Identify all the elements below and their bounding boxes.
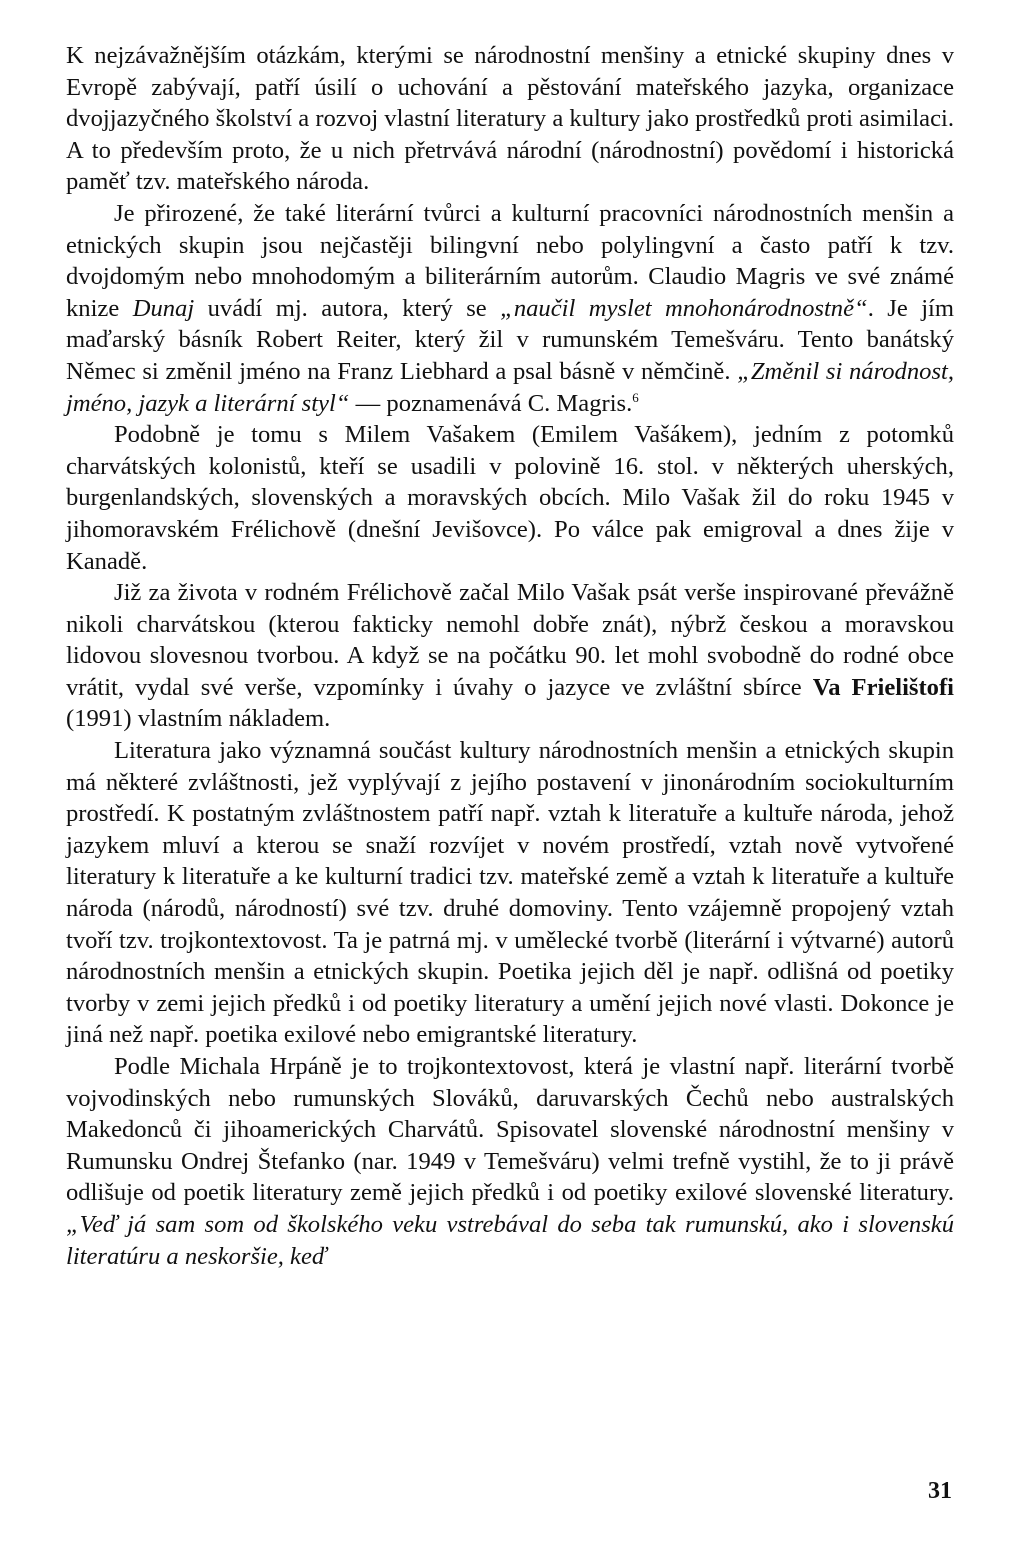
quote-stefanko: „Veď já sam som od školského veku vstrebával do seba tak rumunskú, ako i slovenskú literatúru a neskoršie, keď: [66, 1210, 954, 1270]
page-body: [66, 40, 954, 1272]
paragraph-4-text-a: Již za života v rodném Frélichově začal Milo Vašak psát verše inspirované převážně nikoli charvátskou (kterou fakticky nemohl dobře znát), nýbrž českou a moravskou lidovou slovesnou tvorbou. A když se na počátku 90. let mohl svobodně do rodné obce vrátit, vydal své verše, vzpomínky i úvahy o jazyce ve zvláštní sbírce: [66, 579, 954, 701]
paragraph-5-text: Literatura jako významná součást kultury národnostních menšin a etnických skupin má některé zvláštnosti, jež vyplývají z jejího postavení v jinonárodním sociokulturním prostředí. K postatným zvláštnostem patří např. vztah k literatuře a kultuře národa, jehož jazykem mluví a kterou se snaží rozvíjet v novém prostředí, vztah nově vytvořené literatury k literatuře a ke kulturní tradici tzv. mateřské země a vztah k literatuře a kultuře národa (národů, národností) své tzv. druhé domoviny. Tento vzájemně propojený vztah tvoří tzv. trojkontextovost. Ta je patrná mj. v umělecké tvorbě (literární i výtvarné) autorů národnostních menšin a etnických skupin. Poetika jejich děl je např. odlišná od poetiky tvorby v zemi jejich předků i od poetiky literatury a umění jejich nové vlasti. Dokonce je jiná než např. poetika exilové nebo emigrantské literatury.: [66, 737, 954, 1049]
paragraph-4: [66, 577, 954, 735]
footnote-marker: 6: [632, 389, 639, 405]
quote-zmenil-si: „Změnil si národnost, jméno, jazyk a literární styl“: [66, 357, 954, 417]
paragraph-4-text-b: (1991) vlastním nákladem.: [66, 705, 331, 733]
paragraph-2-text-c: . Je jím maďarský básník Robert Reiter, který žil v rumunském Temešváru. Tento banátský Němec si změnil jméno na Franz Liebhard a psal básně v němčině.: [66, 294, 954, 385]
paragraph-2-text-a: Je přirozené, že také literární tvůrci a kulturní pracovníci národnostních menšin a etnických skupin jsou nejčastěji bilingvní nebo polylingvní a často patří k tzv. dvojdomým nebo mnohodomým a biliterárním autorům. Claudio Magris ve své známé knize: [66, 199, 954, 322]
paragraph-1: [66, 40, 954, 198]
paragraph-3: [66, 419, 954, 577]
paragraph-1-text: K nejzávažnějším otázkám, kterými se národnostní menšiny a etnické skupiny dnes v Evropě zabývají, patří úsilí o uchování a pěstování mateřského jazyka, organizace dvojjazyčného školství a rozvoj vlastní literatury a kultury jako prostředků proti asimilaci. A to především proto, že u nich přetrvává národní (národnostní) povědomí i historická paměť tzv. mateřského národa.: [66, 42, 954, 196]
paragraph-2-text-d: — poznamenává C. Magris.: [349, 389, 633, 417]
paragraph-6: [66, 1051, 954, 1272]
page-number: 31: [928, 1478, 952, 1504]
book-title-va-frielistofi: Va Frielištofi: [812, 673, 954, 701]
paragraph-3-text: Podobně je tomu s Milem Vašakem (Emilem Vašákem), jedním z potomků charvátských kolonistů, kteří se usadili v polovině 16. stol. v některých uherských, burgenlandských, slovenských a moravských obcích. Milo Vašak žil do roku 1945 v jihomoravském Frélichově (dnešní Jevišovce). Po válce pak emigroval a dnes žije v Kanadě.: [66, 421, 954, 575]
quote-naucil-myslet: „naučil myslet mnohonárodnostně“: [500, 294, 868, 322]
paragraph-5: [66, 735, 954, 1051]
paragraph-6-text-a: Podle Michala Hrpáně je to trojkontextovost, která je vlastní např. literární tvorbě vojvodinských nebo rumunských Slováků, daruvarských Čechů nebo australských Makedonců či jihoamerických Charvátů. Spisovatel slovenské národnostní menšiny v Rumunsku Ondrej Štefanko (nar. 1949 v Temešváru) velmi trefně vystihl, že to ji právě odlišuje od poetik literatury země jejich předků i od poetiky exilové slovenské literatury.: [66, 1053, 954, 1207]
book-title-dunaj: Dunaj: [132, 294, 195, 322]
paragraph-2: [66, 198, 954, 419]
paragraph-2-text-b: uvádí mj. autora, který se: [194, 294, 501, 322]
